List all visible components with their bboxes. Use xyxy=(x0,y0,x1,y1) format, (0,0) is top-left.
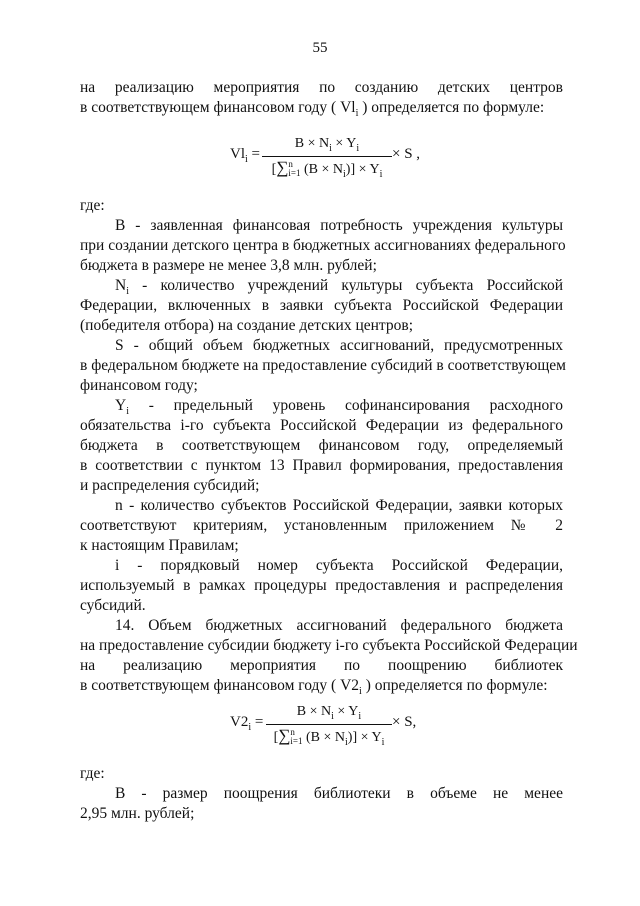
formula-v2-fraction: $B \times N_i \times Y_i$ [∑n i=1 $(B \times N_i)] \times Y_i$ xyxy=(266,704,392,748)
text-line: обязательства i-го субъекта Российской Федерации из федерального xyxy=(80,417,563,434)
text-line: в федеральном бюджете на предоставление субсидий в соответствующем xyxy=(80,357,566,374)
text-line: 2,95 млн. рублей; xyxy=(80,805,195,822)
text-line: бюджета в размере не менее 3,8 млн. рублей; xyxy=(80,257,377,274)
text-line: на реализацию мероприятия по поощрению библиотек xyxy=(80,657,563,674)
text-line: где: xyxy=(80,765,105,782)
text-line: i - порядковый номер субъекта Российской Федерации, xyxy=(115,557,563,574)
text-line: бюджета в соответствующем финансовом году, определяемый xyxy=(80,437,563,454)
text-line: в соответствующем финансовом году ( $Vl_i$ ) определяется по формуле: xyxy=(80,99,545,120)
text-line: $Y_i$ - предельный уровень софинансирования расходного xyxy=(115,397,563,418)
text-line: $N_i$ - количество учреждений культуры субъекта Российской xyxy=(115,277,563,298)
formula-vl: $Vl_i$ = xyxy=(230,146,260,165)
text-line: используемый в рамках процедуры предоставления и распределения xyxy=(80,577,563,594)
text-line: в соответствующем финансовом году ( $V2_i$ ) определяется по формуле: xyxy=(80,677,548,698)
text-line: В - заявленная финансовая потребность учреждения культуры xyxy=(115,217,563,234)
text-line: на предоставление субсидии бюджету i-го субъекта Российской Федерации xyxy=(80,637,578,654)
formula-vl-fraction: $B \times N_i \times Y_i$ [∑n i=1 $(B \times N_i)] \times Y_i$ xyxy=(262,136,392,180)
formula-vl-tail: × S , xyxy=(392,146,421,162)
page-number: 55 xyxy=(312,40,328,56)
text-line: n - количество субъектов Российской Федерации, заявки которых xyxy=(115,497,563,514)
text-line: В - размер поощрения библиотеки в объеме не менее xyxy=(115,785,563,802)
text-line: S - общий объем бюджетных ассигнований, предусмотренных xyxy=(115,337,563,354)
text-line: где: xyxy=(80,197,105,214)
text-line: субсидий. xyxy=(80,597,146,614)
text-line: Федерации, включенных в заявки субъекта Российской Федерации xyxy=(80,297,563,314)
formula-v2-tail: × S, xyxy=(392,714,417,730)
text-line: к настоящим Правилам; xyxy=(80,537,239,554)
text-line: в соответствии с пунктом 13 Правил формирования, предоставления xyxy=(80,457,563,474)
formula-v2: $V2_i$ = xyxy=(230,714,264,733)
text-line: 14. Объем бюджетных ассигнований федерального бюджета xyxy=(115,617,563,634)
text-line: при создании детского центра в бюджетных ассигнованиях федерального xyxy=(80,237,566,254)
text-line: и распределения субсидий; xyxy=(80,477,260,494)
text-line: соответствуют критериям, установленным приложением № 2 xyxy=(80,517,563,534)
text-line: (победителя отбора) на создание детских центров; xyxy=(80,317,414,334)
text-line: на реализацию мероприятия по созданию детских центров xyxy=(80,79,563,96)
text-line: финансовом году; xyxy=(80,377,198,394)
